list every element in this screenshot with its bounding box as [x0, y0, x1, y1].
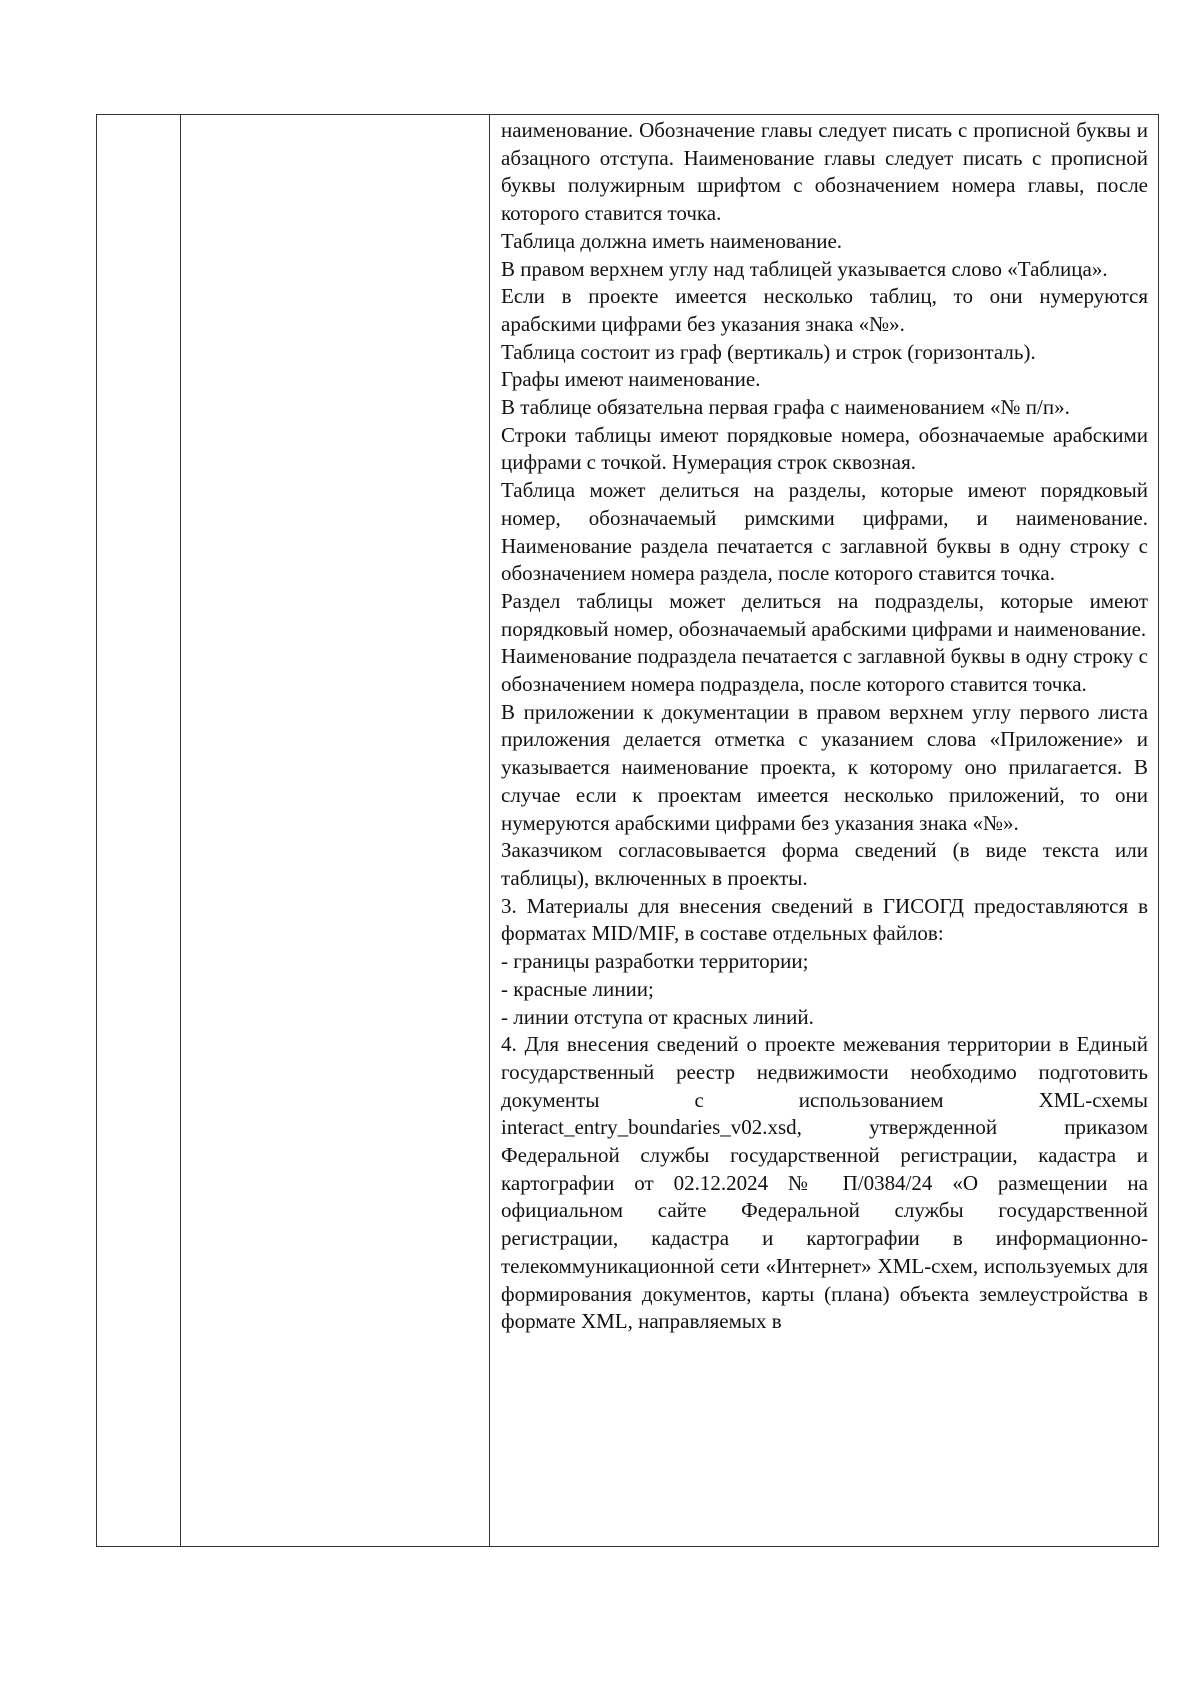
- list-item-territory-boundaries: - границы разработки территории;: [501, 949, 809, 974]
- paragraph-customer-approval: Заказчиком согласовывается форма сведений (в виде текста или таблицы), включенных в проекты.: [501, 838, 1148, 890]
- document-table: [96, 114, 1159, 1547]
- paragraph-first-column: В таблице обязательна первая графа с наименованием «№ п/п».: [501, 395, 1070, 420]
- paragraph-table-label: В правом верхнем углу над таблицей указывается слово «Таблица».: [501, 256, 1108, 281]
- paragraph-columns-names: Графы имеют наименование.: [501, 367, 761, 392]
- paragraph-subsection-name: Наименование подраздела печатается с заглавной буквы в одну строку с обозначением номера подраздела, после которого ставится точка.: [501, 644, 1148, 697]
- paragraph-table-sections: Таблица может делиться на разделы, которые имеют порядковый номер, обозначаемый римскими цифрами, и наименование. Наименование раздела печатается с заглавной буквы в одну строку с обозначением номера раздела, после которого ставится точка.: [501, 478, 1148, 586]
- paragraph-gisogd-materials: 3. Материалы для внесения сведений в ГИСОГД предоставляются в форматах MID/MIF, в составе отдельных файлов:: [501, 893, 1148, 946]
- list-item-red-lines: - красные линии;: [501, 976, 654, 1001]
- paragraph-table-subsections: Раздел таблицы может делиться на подразделы, которые имеют порядковый номер, обозначаемый арабскими цифрами и наименование.: [501, 588, 1148, 641]
- paragraph-table-numbering: Если в проекте имеется несколько таблиц, то они нумеруются арабскими цифрами без указания знака «№».: [501, 284, 1148, 336]
- paragraph-table-name: Таблица должна иметь наименование.: [501, 228, 843, 253]
- list-item-setback-lines: - линии отступа от красных линий.: [501, 1004, 814, 1029]
- table-column-content: [490, 115, 1158, 1546]
- table-column-number: [97, 115, 181, 1546]
- paragraph-egrn-xml: 4. Для внесения сведений о проекте межевания территории в Единый государственный реестр недвижимости необходимо подготовить документы с использованием XML-схемы interact_entry_boundaries_v02.xsd, утвержденной приказом Федеральной службы государственной регистрации, кадастра и картографии от 02.12.2024 № П/0384/24 «О размещении на официальном сайте Федеральной службы государственной регистрации, кадастра и картографии в информационно-телекоммуникационной сети «Интернет» XML-схем, используемых для формирования документов, карты (плана) объекта землеустройства в формате XML, направляемых в: [501, 1032, 1148, 1334]
- table-column-section: [181, 115, 490, 1546]
- paragraph-row-numbers: Строки таблицы имеют порядковые номера, обозначаемые арабскими цифрами с точкой. Нумерация строк сквозная.: [501, 422, 1148, 475]
- paragraph-table-structure: Таблица состоит из граф (вертикаль) и строк (горизонталь).: [501, 339, 1036, 364]
- paragraph-appendix: В приложении к документации в правом верхнем углу первого листа приложения делается отметка с указанием слова «Приложение» и указывается наименование проекта, к которому оно прилагается. В случае если к проектам имеется несколько приложений, то они нумеруются арабскими цифрами без указания знака «№».: [501, 699, 1148, 835]
- paragraph-chapter-naming: наименование. Обозначение главы следует писать с прописной буквы и абзацного отступа. Наименование главы следует писать с прописной буквы полужирным шрифтом с обозначением номера главы, после которого ставится точка.: [501, 118, 1148, 226]
